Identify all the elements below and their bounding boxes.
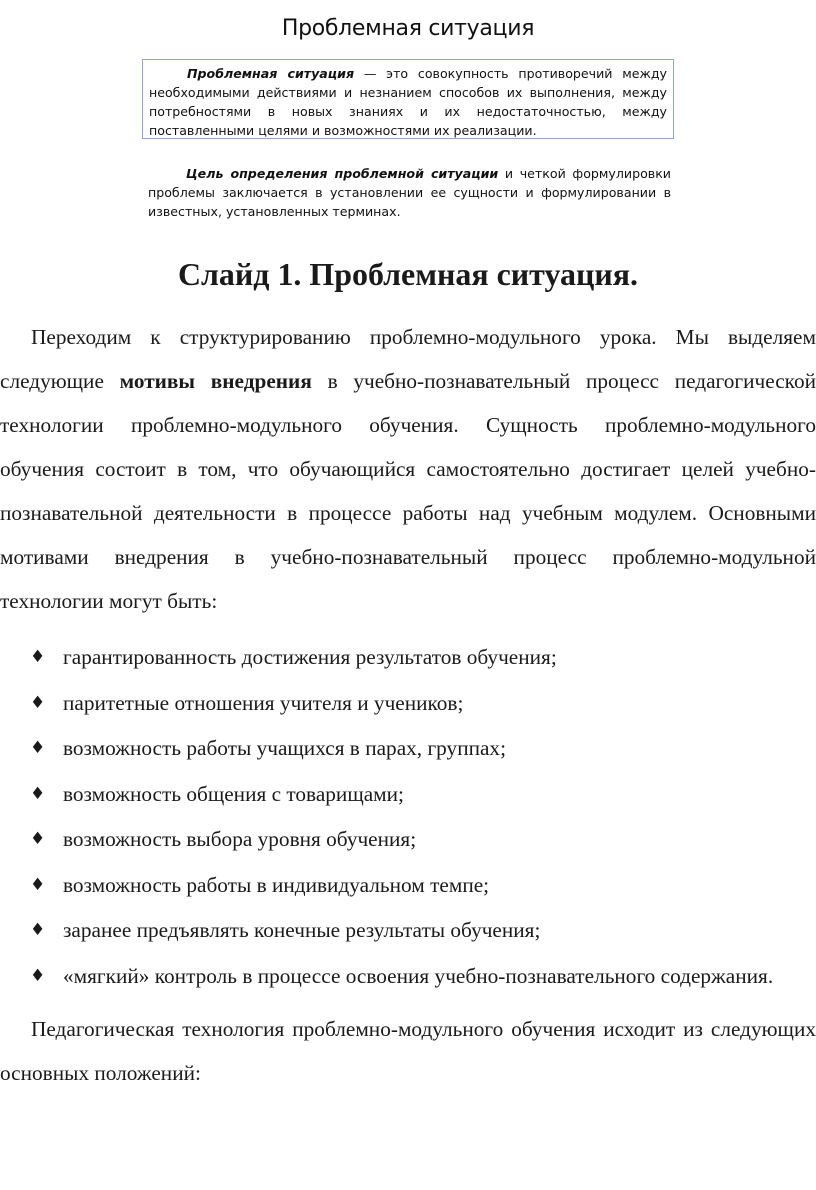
list-item-text: «мягкий» контроль в процессе освоения учебно-познавательного содержания. [63,963,774,988]
document-body [0,255,816,1095]
list-item [0,681,816,727]
list-item-text: возможность работы в индивидуальном темпе; [63,872,490,897]
goal-text [148,164,671,221]
diamond-bullet-icon: ♦ [30,738,46,758]
definition-term: Проблемная ситуация [187,66,355,81]
diamond-bullet-icon: ♦ [30,874,46,895]
list-item-text: паритетные отношения учителя и учеников; [63,690,464,715]
definition-text [149,64,667,140]
list-item [0,772,816,818]
list-item-text: возможность выбора уровня обучения; [63,827,417,851]
list-item [0,863,816,909]
diamond-bullet-icon: ♦ [30,920,46,940]
list-item [0,954,816,1000]
slide-image [0,0,816,240]
intro-paragraph [0,315,816,623]
goal-body: и четкой формулировки проблемы заключается в установлении ее сущности и формулировании в известных, установленных терминах. [148,166,671,219]
list-item [0,726,816,772]
diamond-bullet-icon: ♦ [30,829,46,849]
intro-paragraph-start: Переходим к структурированию проблемно-модульного урока. Мы выделяем следующие [0,325,816,393]
intro-paragraph-end: в учебно-познавательный процесс педагогической технологии проблемно-модульного обучения. Сущность проблемно-модульного обучения состоит в том, что обучающийся самостоятельно достигает целей учебно-познавательной деятельности в процессе работы над учебным модулем. Основными мотивами внедрения в учебно-познавательный процесс проблемно-модульной технологии могут быть: [0,369,816,613]
diamond-bullet-icon: ♦ [30,965,46,986]
list-item-text: заранее предъявлять конечные результаты обучения; [63,918,541,942]
intro-paragraph-bold: мотивы внедрения [119,369,312,393]
list-item [0,908,816,954]
list-item-text: возможность работы учащихся в парах, группах; [63,736,507,760]
section-heading: Слайд 1. Проблемная ситуация. [177,257,639,292]
motives-list [0,635,816,999]
diamond-bullet-icon: ♦ [30,783,46,804]
diamond-bullet-icon: ♦ [30,692,46,713]
goal-term: Цель определения проблемной ситуации [186,166,499,181]
closing-paragraph: Педагогическая технология проблемно-модульного обучения исходит из следующих основных положений: [0,1017,816,1085]
diamond-bullet-icon: ♦ [30,647,46,667]
list-item-text: возможность общения с товарищами; [63,781,404,806]
definition-body: — это совокупность противоречий между необходимыми действиями и незнанием способов их выполнения, между потребностями в новых знаниях и их недостаточностью, между поставленными целями и возможностями их реализации. [149,66,667,138]
definition-box [142,59,674,139]
list-item [0,635,816,681]
slide-title: Проблемная ситуация [281,16,535,41]
list-item-text: гарантированность достижения результатов обучения; [63,645,557,669]
goal-block [148,164,671,221]
list-item [0,817,816,863]
